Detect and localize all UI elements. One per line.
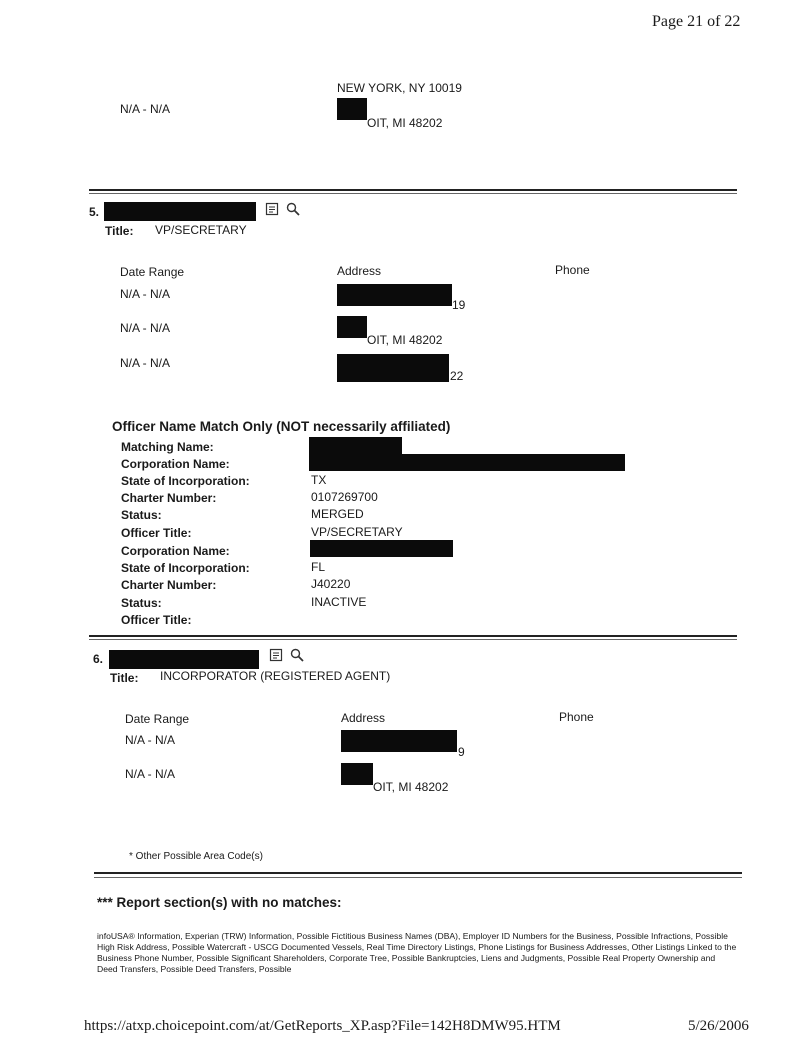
redacted-corporation-name	[309, 454, 625, 471]
redacted-corporation-name	[310, 540, 453, 557]
label-corporation-name: Corporation Name:	[121, 457, 230, 471]
row-date: N/A - N/A	[120, 356, 171, 370]
row-date: N/A - N/A	[120, 287, 171, 301]
title-value: INCORPORATOR (REGISTERED AGENT)	[160, 669, 391, 683]
magnifier-icon[interactable]	[290, 648, 304, 662]
col-date-range: Date Range	[125, 712, 190, 726]
row-date: N/A - N/A	[125, 733, 176, 747]
document-icon[interactable]	[269, 648, 283, 662]
area-code-note: * Other Possible Area Code(s)	[129, 851, 263, 862]
redacted-matching-name	[309, 437, 402, 455]
value-state: FL	[311, 560, 326, 574]
officer-number: 6.	[93, 652, 104, 666]
title-value: VP/SECRETARY	[155, 223, 247, 237]
no-matches-heading: *** Report section(s) with no matches:	[97, 895, 342, 910]
top-address-1: NEW YORK, NY 10019	[337, 81, 462, 95]
redacted-officer-name	[109, 650, 259, 669]
label-charter: Charter Number:	[121, 491, 217, 505]
officer-match-heading: Officer Name Match Only (NOT necessarily affiliated)	[112, 419, 451, 434]
redacted-address	[341, 730, 457, 752]
label-state: State of Incorporation:	[121, 474, 250, 488]
top-date-range: N/A - N/A	[120, 102, 171, 116]
value-state: TX	[311, 473, 327, 487]
magnifier-icon[interactable]	[286, 202, 300, 216]
col-date-range: Date Range	[120, 265, 185, 279]
section-divider	[89, 639, 737, 640]
col-phone: Phone	[555, 263, 590, 277]
section-divider	[94, 877, 742, 878]
row-address: OIT, MI 48202	[367, 333, 443, 347]
label-matching-name: Matching Name:	[121, 440, 214, 454]
label-officer-title: Officer Title:	[121, 613, 192, 627]
row-date: N/A - N/A	[125, 767, 176, 781]
row-address: 9	[458, 745, 465, 759]
label-status: Status:	[121, 508, 162, 522]
report-date: 5/26/2006	[688, 1018, 749, 1034]
section-divider	[89, 635, 737, 637]
redacted-address	[337, 316, 367, 338]
label-charter: Charter Number:	[121, 578, 217, 592]
section-divider	[89, 193, 737, 194]
no-matches-text: infoUSA® Information, Experian (TRW) Information, Possible Fictitious Business Names (DBA), Employer ID Numbers for the Business, Possible Infractions, Possible High Risk Address, Possible Watercraft - USCG Documented Vessels, Real Time Directory Listings, Phone Listings for Business Addresses, Other Listings Linked to the Business Phone Number, Possible Significant Shareholders, Corporate Tree, Possible Bankruptcies, Liens and Judgments, Possible Real Property Ownership and Deed Transfers, Possible Deed Transfers, Possible	[97, 931, 737, 974]
label-officer-title: Officer Title:	[121, 526, 192, 540]
value-status: INACTIVE	[311, 595, 367, 609]
col-phone: Phone	[559, 710, 594, 724]
value-officer-title: VP/SECRETARY	[311, 525, 403, 539]
row-date: N/A - N/A	[120, 321, 171, 335]
col-address: Address	[341, 711, 386, 725]
label-corporation-name: Corporation Name:	[121, 544, 230, 558]
label-status: Status:	[121, 596, 162, 610]
row-address: OIT, MI 48202	[373, 780, 449, 794]
redacted-address	[337, 354, 449, 382]
document-icon[interactable]	[265, 202, 279, 216]
row-address: 22	[450, 369, 464, 383]
value-status: MERGED	[311, 507, 364, 521]
top-address-2: OIT, MI 48202	[367, 116, 443, 130]
value-charter: 0107269700	[311, 490, 378, 504]
label-state: State of Incorporation:	[121, 561, 250, 575]
row-address: 19	[452, 298, 466, 312]
section-divider	[94, 872, 742, 874]
redacted-address	[341, 763, 373, 785]
section-divider	[89, 189, 737, 191]
redacted-address	[337, 284, 452, 306]
title-label: Title:	[105, 224, 134, 238]
col-address: Address	[337, 264, 382, 278]
redacted-officer-name	[104, 202, 256, 221]
value-charter: J40220	[311, 577, 351, 591]
title-label: Title:	[110, 671, 139, 685]
report-url: https://atxp.choicepoint.com/at/GetReports_XP.asp?File=142H8DMW95.HTM	[84, 1018, 561, 1034]
page-number: Page 21 of 22	[652, 13, 741, 30]
officer-number: 5.	[89, 205, 100, 219]
